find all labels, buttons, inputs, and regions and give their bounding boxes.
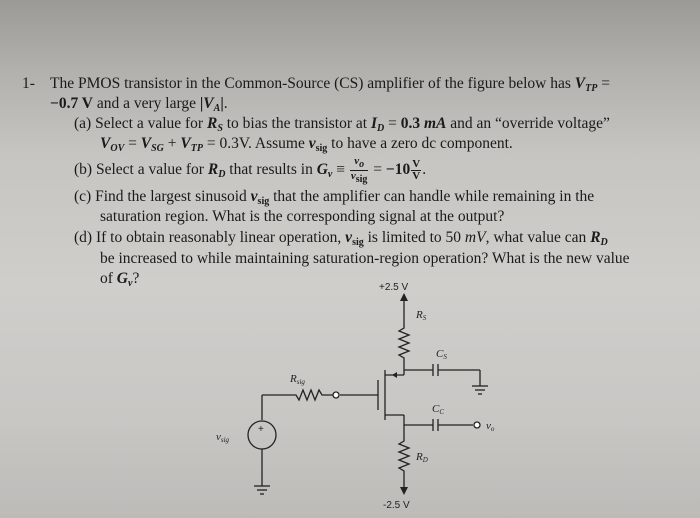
part-a-line-2: $V_{OV} = V_{SG} + V_{TP} = 0.3V$. Assume $v_{sig}$ to have a zero dc component. xyxy=(100,135,513,154)
rd-label: RD xyxy=(416,451,428,464)
question-number: 1- xyxy=(22,75,35,92)
vss-arrow-icon xyxy=(400,487,408,495)
pmos-arrow-icon xyxy=(392,372,397,378)
problem-line-1: The PMOS transistor in the Common-Source (CS) amplifier of the figure below has $V_{TP}$ = xyxy=(50,75,610,94)
vsig-label: vsig xyxy=(216,431,230,444)
part-d-line-2: be increased to while maintaining saturation-region operation? What is the new value xyxy=(100,250,630,267)
rsig-label: Rsig xyxy=(290,373,305,386)
cs-label: CS xyxy=(436,348,447,361)
rsig-resistor xyxy=(262,390,333,400)
rs-label: RS xyxy=(416,309,427,322)
cc-label: CC xyxy=(432,403,445,416)
part-c-line-1: (c) Find the largest sinusoid $v_{sig}$ that the amplifier can handle while remaining in the xyxy=(74,188,595,207)
part-a-line-1: (a) Select a value for $R_S$ to bias the transistor at $I_D = 0.3$ mA and an “override voltage” xyxy=(74,115,610,134)
problem-line-2: −0.7 V and a very large $|V_A|$. xyxy=(50,95,228,114)
part-d-line-3: of $G_v$? xyxy=(100,270,140,289)
vo-terminal xyxy=(474,422,480,428)
gain-fraction: $\frac{v_o}{v_{sig}}$ xyxy=(350,155,368,185)
vdd-label: +2.5 V xyxy=(379,282,409,293)
source-plus-sign: + xyxy=(258,424,264,435)
vdd-arrow-icon xyxy=(400,293,408,301)
vss-label: -2.5 V xyxy=(383,500,410,511)
part-b-line-1: (b) Select a value for $R_D$ that results in $G_v$ ≡ $\frac{v_o}{v_{sig}}$ = −10 $\frac{V}{V}$ . xyxy=(74,155,427,185)
part-d-line-1: (d) If to obtain reasonably linear operation, $v_{sig}$ is limited to 50 mV, what value can $R_D$ xyxy=(74,229,608,248)
part-c-line-2: saturation region. What is the corresponding signal at the output? xyxy=(100,208,505,225)
rs-resistor xyxy=(399,322,409,365)
rd-resistor xyxy=(399,435,409,490)
unit-fraction: $\frac{V}{V}$ xyxy=(412,158,421,182)
vo-label: vo xyxy=(486,420,495,433)
